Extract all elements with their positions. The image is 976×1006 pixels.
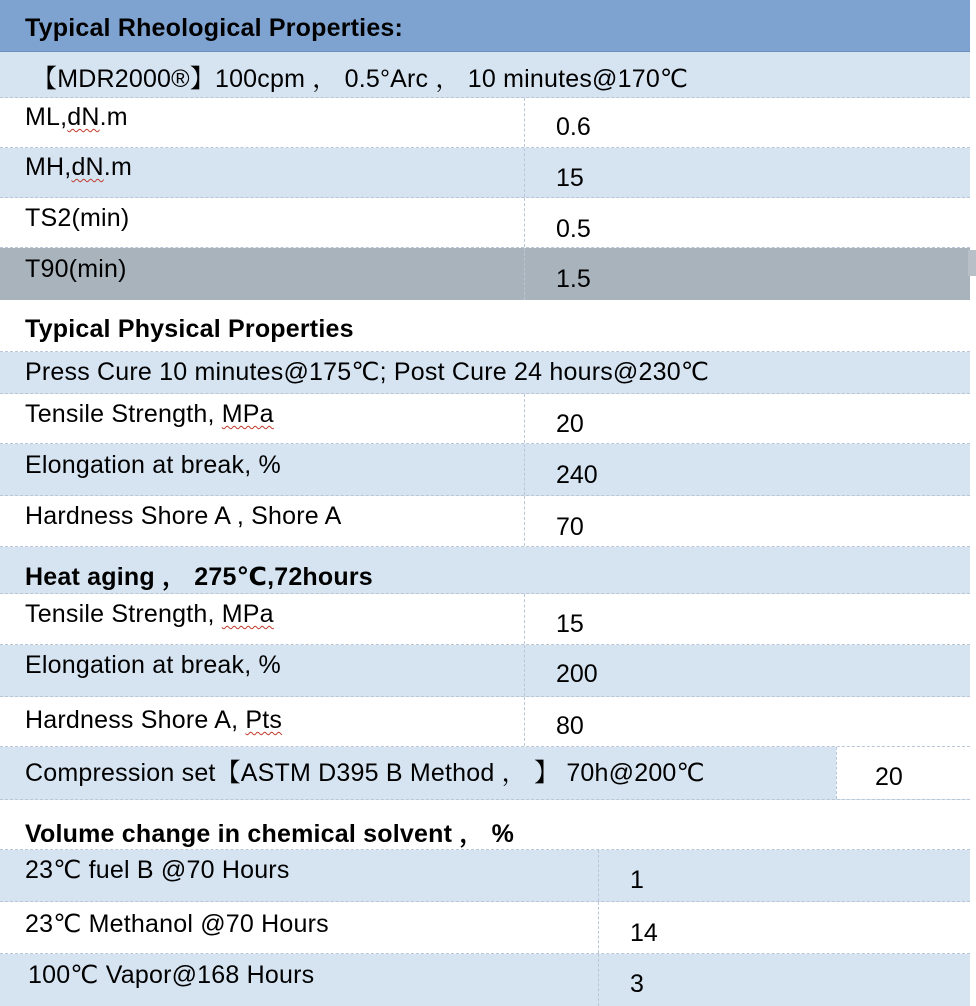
row-label: Elongation at break, % <box>25 451 281 479</box>
column-divider <box>524 496 525 546</box>
row-value: 14 <box>630 919 658 947</box>
row-label: MH,dN.m <box>25 153 132 181</box>
row-label: TS2(min) <box>25 204 130 232</box>
heat-header <box>0 547 970 594</box>
table-row <box>0 148 970 198</box>
row-label: Tensile Strength, MPa <box>25 400 274 428</box>
compression-value: 20 <box>875 763 903 791</box>
column-divider <box>524 248 525 300</box>
column-divider <box>524 594 525 644</box>
compression-row <box>0 747 970 800</box>
column-divider <box>524 444 525 495</box>
scrollbar-thumb[interactable] <box>968 250 976 276</box>
row-value: 240 <box>556 461 598 489</box>
row-label: Elongation at break, % <box>25 651 281 679</box>
row-label: Hardness Shore A, Pts <box>25 706 283 734</box>
row-label-unit: dN <box>67 103 100 131</box>
row-label: ML,dN.m <box>25 103 128 131</box>
compression-label: Compression set【ASTM D395 B Method ， 】 70h@200℃ <box>25 759 705 787</box>
column-divider <box>524 645 525 696</box>
physical-header <box>0 300 970 352</box>
column-divider <box>598 954 599 1006</box>
row-value: 3 <box>630 970 644 998</box>
row-value: 200 <box>556 660 598 688</box>
rheo-header <box>0 0 970 52</box>
row-value: 0.5 <box>556 215 591 243</box>
row-label: 23℃ fuel B @70 Hours <box>25 856 290 884</box>
column-divider <box>524 148 525 197</box>
row-value: 20 <box>556 410 584 438</box>
column-divider <box>524 394 525 443</box>
row-label: Tensile Strength, MPa <box>25 600 274 628</box>
row-label: Hardness Shore A , Shore A <box>25 502 342 530</box>
row-value: 1.5 <box>556 265 591 293</box>
table-row <box>0 954 970 1006</box>
row-label-unit: Pts <box>245 706 283 734</box>
table-row <box>0 902 970 954</box>
row-value: 15 <box>556 164 584 192</box>
row-value: 70 <box>556 513 584 541</box>
physical-subtitle: Press Cure 10 minutes@175℃; Post Cure 24 hours@230℃ <box>25 358 710 386</box>
rheo-title: Typical Rheological Properties: <box>25 14 404 42</box>
row-label-unit: dN <box>71 153 104 181</box>
compression-value-cell <box>837 747 970 799</box>
column-divider <box>524 98 525 147</box>
volume-title: Volume change in chemical solvent ， % <box>25 820 515 848</box>
table-row-selected <box>0 248 970 300</box>
row-value: 0.6 <box>556 113 591 141</box>
table-row <box>0 444 970 496</box>
rheo-subtitle: 【MDR2000®】100cpm ， 0.5°Arc ， 10 minutes@170℃ <box>32 65 689 93</box>
table-row <box>0 850 970 902</box>
row-value: 1 <box>630 866 644 894</box>
table-row <box>0 697 970 747</box>
table-row <box>0 198 970 248</box>
row-value: 15 <box>556 610 584 638</box>
column-divider <box>598 902 599 953</box>
row-label: 100℃ Vapor@168 Hours <box>28 961 315 989</box>
rheo-subtitle-row <box>0 52 970 98</box>
physical-title: Typical Physical Properties <box>25 315 354 343</box>
table-row <box>0 394 970 444</box>
column-divider <box>524 198 525 247</box>
column-divider <box>598 850 599 901</box>
table-row <box>0 496 970 547</box>
table-row <box>0 98 970 148</box>
volume-header <box>0 800 970 850</box>
row-label-unit: MPa <box>221 600 274 628</box>
row-label-unit: MPa <box>221 400 274 428</box>
table-row <box>0 645 970 697</box>
row-label: 23℃ Methanol @70 Hours <box>25 910 329 938</box>
row-label: T90(min) <box>25 255 127 283</box>
column-divider <box>524 697 525 746</box>
physical-subtitle-row <box>0 352 970 394</box>
heat-title: Heat aging ， 275℃,72hours <box>25 563 373 591</box>
row-value: 80 <box>556 712 584 740</box>
table-row <box>0 594 970 645</box>
